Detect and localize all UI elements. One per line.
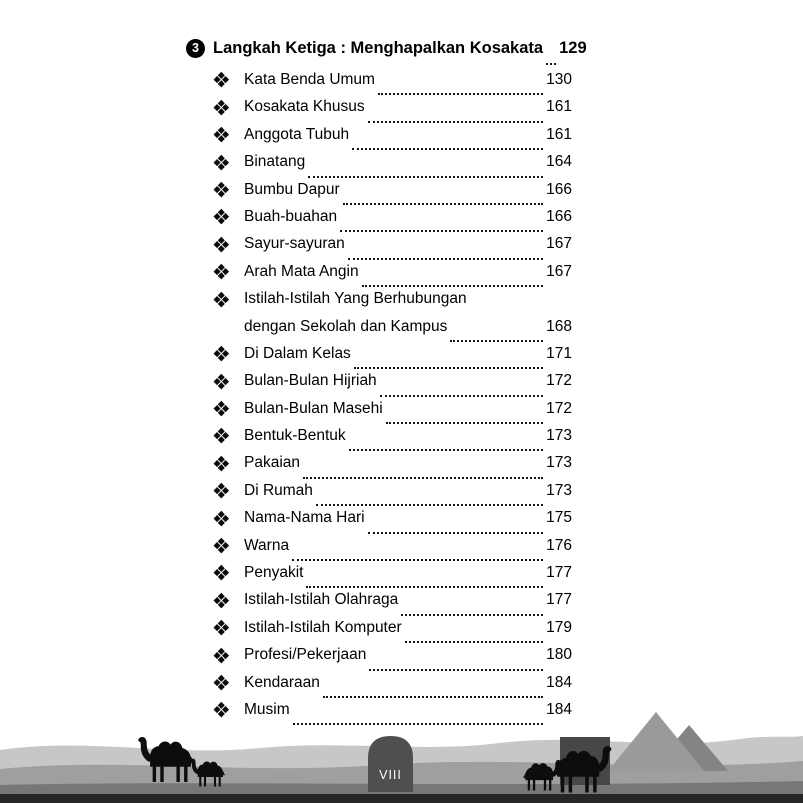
dot-leader <box>292 532 543 561</box>
diamond-bullet-icon <box>214 239 244 250</box>
dot-leader <box>306 559 543 588</box>
toc-item-label: Kosakata Khusus <box>244 98 365 116</box>
toc-item-label: Di Dalam Kelas <box>244 344 351 362</box>
diamond-bullet-icon <box>214 376 244 387</box>
dot-leader <box>401 586 543 615</box>
dot-leader <box>380 367 543 396</box>
toc-row <box>214 203 572 230</box>
diamond-bullet-icon <box>214 266 244 277</box>
toc-item-page: 175 <box>546 509 572 527</box>
diamond-bullet-icon <box>214 157 244 168</box>
toc-row <box>214 148 572 175</box>
toc-item-page: 176 <box>546 536 572 554</box>
diamond-bullet-icon <box>214 294 244 305</box>
diamond-bullet-icon <box>214 348 244 359</box>
toc-row <box>214 477 572 504</box>
toc-item-label: Bumbu Dapur <box>244 180 340 198</box>
toc-item-label: Arah Mata Angin <box>244 262 359 280</box>
chapter-title: Langkah Ketiga : Menghapalkan Kosakata <box>213 39 544 57</box>
toc-row <box>214 641 572 668</box>
toc-item-page: 172 <box>546 399 572 417</box>
toc-item-page: 173 <box>546 481 572 499</box>
dot-leader <box>368 504 544 533</box>
toc-item-label: Istilah-Istilah Yang Berhubungan <box>244 290 467 308</box>
toc-item-label: dengan Sekolah dan Kampus <box>244 317 448 335</box>
dot-leader <box>378 66 543 95</box>
toc-row <box>214 285 572 312</box>
toc-item-label: Buah-buahan <box>244 207 338 225</box>
toc-item-page: 177 <box>546 591 572 609</box>
dot-leader <box>303 449 543 478</box>
diamond-bullet-icon <box>214 677 244 688</box>
toc-row <box>214 532 572 559</box>
toc-item-page: 184 <box>546 673 572 691</box>
diamond-bullet-icon <box>214 513 244 524</box>
diamond-bullet-icon <box>214 129 244 140</box>
toc-item-page: 173 <box>546 454 572 472</box>
toc-item-label: Penyakit <box>244 564 304 582</box>
diamond-bullet-icon <box>214 403 244 414</box>
toc-item-label: Binatang <box>244 153 306 171</box>
diamond-bullet-icon <box>214 622 244 633</box>
toc-item-page: 172 <box>546 372 572 390</box>
toc-item-label: Kata Benda Umum <box>244 71 375 88</box>
toc-item-page: 167 <box>546 235 572 253</box>
toc-item-label: Kendaraan <box>244 673 320 691</box>
dot-leader <box>405 614 543 643</box>
dot-leader <box>340 203 543 232</box>
diamond-bullet-icon <box>214 595 244 606</box>
toc-item-label: Bulan-Bulan Masehi <box>244 399 383 417</box>
diamond-bullet-icon <box>214 540 244 551</box>
toc-row <box>214 313 572 340</box>
toc-item-label: Musim <box>244 700 290 718</box>
toc-item-label: Sayur-sayuran <box>244 235 345 253</box>
toc-row <box>214 258 572 285</box>
chapter-page-number: 129 <box>559 39 587 57</box>
toc-row <box>214 669 572 696</box>
toc-item-page: 180 <box>546 646 572 664</box>
toc-item-page: 161 <box>546 98 572 116</box>
toc-item-page: 173 <box>546 427 572 445</box>
diamond-bullet-icon <box>214 458 244 469</box>
circled-3-icon <box>186 39 205 58</box>
diamond-bullet-icon <box>214 74 244 85</box>
diamond-bullet-icon <box>214 485 244 496</box>
diamond-bullet-icon <box>214 650 244 661</box>
toc-item-page: 164 <box>546 153 572 171</box>
toc-row <box>214 559 572 586</box>
diamond-bullet-icon <box>214 211 244 222</box>
toc-list <box>186 66 572 723</box>
toc-item-label: Warna <box>244 536 290 554</box>
toc-item-label: Profesi/Pekerjaan <box>244 646 367 664</box>
toc-item-page: 168 <box>546 317 572 335</box>
toc-item-page: 161 <box>546 125 572 143</box>
dot-leader <box>386 395 543 424</box>
toc-item-label: Bulan-Bulan Hijriah <box>244 372 377 390</box>
toc-row <box>214 176 572 203</box>
tombstone-icon <box>368 736 413 792</box>
footer-art <box>0 693 803 803</box>
toc-item-page: 179 <box>546 618 572 636</box>
toc-item-label: Nama-Nama Hari <box>244 509 365 527</box>
page-number-marker <box>368 736 413 792</box>
dot-leader <box>368 93 543 122</box>
toc-row <box>214 66 572 93</box>
toc-item-label: Pakaian <box>244 454 301 472</box>
toc-item-page: 130 <box>546 71 572 88</box>
diamond-bullet-icon <box>214 102 244 113</box>
table-of-contents <box>186 33 587 723</box>
dot-leader <box>369 641 543 670</box>
toc-item-page: 166 <box>546 207 572 225</box>
dot-leader <box>349 422 543 451</box>
toc-item-label: Istilah-Istilah Komputer <box>244 618 402 636</box>
toc-row <box>214 586 572 613</box>
toc-row <box>214 340 572 367</box>
diamond-bullet-icon <box>214 430 244 441</box>
toc-row <box>214 395 572 422</box>
diamond-bullet-icon <box>214 184 244 195</box>
toc-row <box>214 449 572 476</box>
toc-row <box>214 367 572 394</box>
dot-leader <box>316 477 543 506</box>
toc-item-page: 167 <box>546 262 572 280</box>
dot-leader <box>362 258 544 287</box>
diamond-bullet-icon <box>214 567 244 578</box>
dot-leader <box>354 340 543 369</box>
dot-leader <box>348 230 543 259</box>
dot-leader <box>546 33 556 65</box>
dot-leader <box>308 148 543 177</box>
toc-row <box>214 230 572 257</box>
toc-row <box>214 121 572 148</box>
toc-item-page: 171 <box>546 344 572 362</box>
dot-leader <box>343 176 543 205</box>
toc-row <box>214 614 572 641</box>
toc-row <box>214 422 572 449</box>
toc-row <box>214 504 572 531</box>
toc-item-page: 177 <box>546 564 572 582</box>
toc-row <box>214 93 572 120</box>
dot-leader <box>352 121 543 150</box>
heading-bullet-number: 3 <box>192 40 199 55</box>
toc-heading <box>186 33 587 63</box>
toc-item-label: Istilah-Istilah Olahraga <box>244 591 399 609</box>
page-number-label: VIII <box>379 768 402 782</box>
dot-leader <box>450 313 543 342</box>
toc-item-label: Anggota Tubuh <box>244 125 350 143</box>
toc-item-page: 166 <box>546 180 572 198</box>
toc-item-label: Di Rumah <box>244 481 313 499</box>
ground-strip <box>0 794 803 803</box>
toc-item-label: Bentuk-Bentuk <box>244 427 346 445</box>
toc-item-page: 184 <box>546 700 572 718</box>
